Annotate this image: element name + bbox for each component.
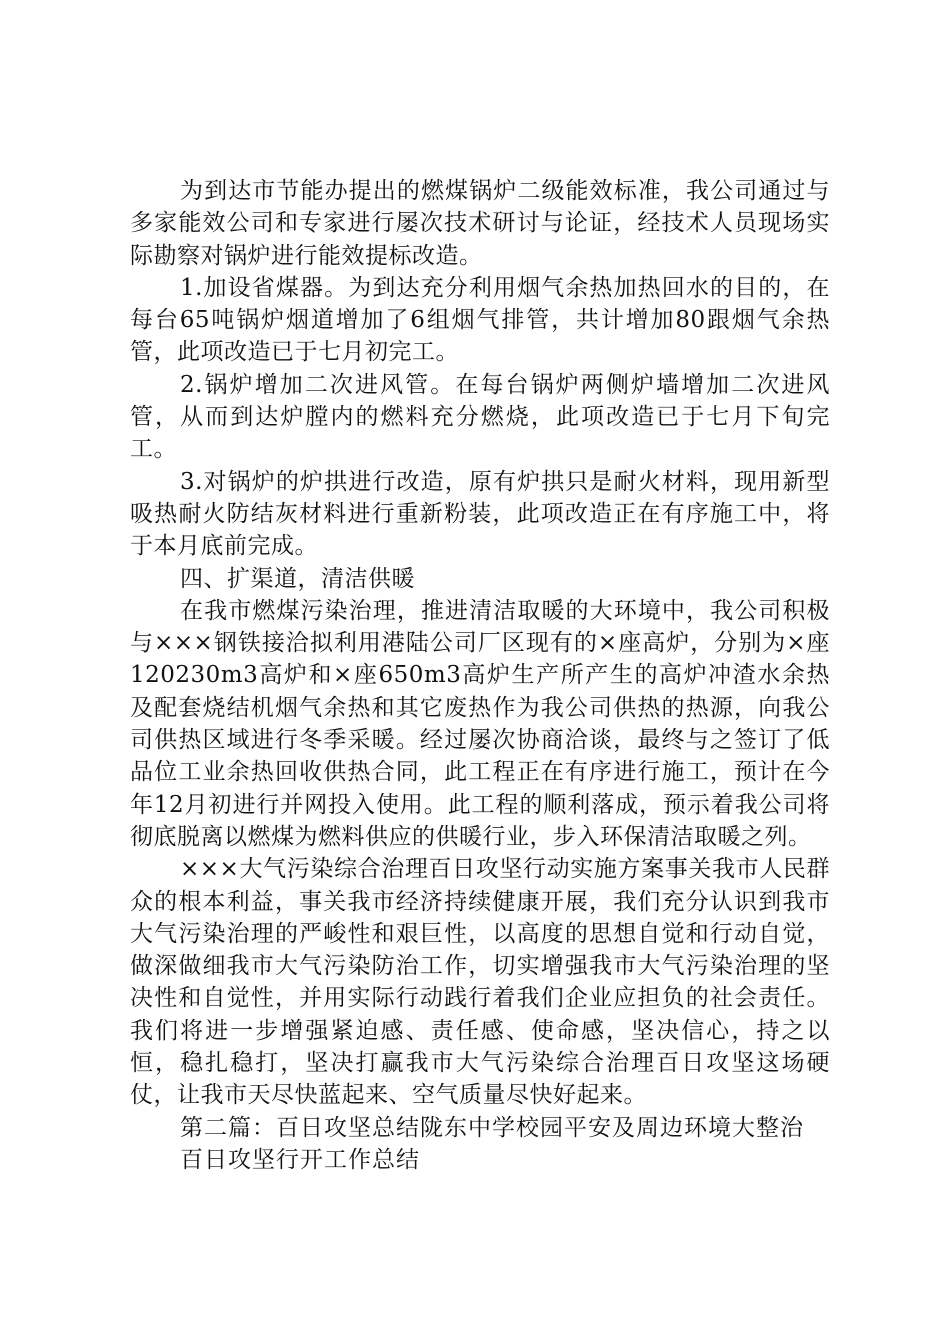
- document-body: [130, 175, 830, 1176]
- paragraph-clean-heating: 在我市燃煤污染治理，推进清洁取暖的大环境中，我公司积极与×××钢铁接洽拟利用港陆公司厂区现有的×座高炉，分别为×座120230m3高炉和×座650m3高炉生产所产生的高炉冲渣水余热及配套烧结机烟气余热和其它废热作为我公司供热的热源，向我公司供热区域进行冬季采暖。经过屡次协商洽谈，最终与之签订了低品位工业余热回收供热合同，此工程正在有序进行施工，预计在今年12月初进行并网投入使用。此工程的顺利落成，预示着我公司将彻底脱离以燃煤为燃料供应的供暖行业，步入环保清洁取暖之列。: [130, 597, 830, 850]
- paragraph-item-3: 3.对锅炉的炉拱进行改造，原有炉拱只是耐火材料，现用新型吸热耐火防结灰材料进行重新粉装，此项改造正在有序施工中，将于本月底前完成。: [130, 468, 830, 560]
- next-article-title-line-1: 第二篇：百日攻坚总结陇东中学校园平安及周边环境大整治: [180, 1114, 804, 1141]
- paragraph-intro: 为到达市节能办提出的燃煤锅炉二级能效标准，我公司通过与多家能效公司和专家进行屡次技术研讨与论证，经技术人员现场实际勘察对锅炉进行能效提标改造。: [130, 178, 830, 269]
- next-article-title-line-2: 百日攻坚行开工作总结: [180, 1146, 420, 1173]
- paragraph-item-1: 1.加设省煤器。为到达充分利用烟气余热加热回水的目的，在每台65吨锅炉烟道增加了6组烟气排管，共计增加80跟烟气余热管，此项改造已于七月初完工。: [130, 274, 830, 366]
- paragraph-item-2: 2.锅炉增加二次进风管。在每台锅炉两侧炉墙增加二次进风管，从而到达炉膛内的燃料充分燃烧，此项改造已于七月下旬完工。: [130, 371, 830, 463]
- paragraph-conclusion: ×××大气污染综合治理百日攻坚行动实施方案事关我市人民群众的根本利益，事关我市经济持续健康开展，我们充分认识到我市大气污染治理的严峻性和艰巨性，以高度的思想自觉和行动自觉，做深做细我市大气污染防治工作，切实增强我市大气污染治理的坚决性和自觉性，并用实际行动践行着我们企业应担负的社会责任。我们将进一步增强紧迫感、责任感、使命感，坚决信心，持之以恒，稳扎稳打，坚决打赢我市大气污染综合治理百日攻坚这场硬仗，让我市天尽快蓝起来、空气质量尽快好起来。: [130, 856, 830, 1109]
- section-heading: 四、扩渠道，清洁供暖: [180, 565, 415, 592]
